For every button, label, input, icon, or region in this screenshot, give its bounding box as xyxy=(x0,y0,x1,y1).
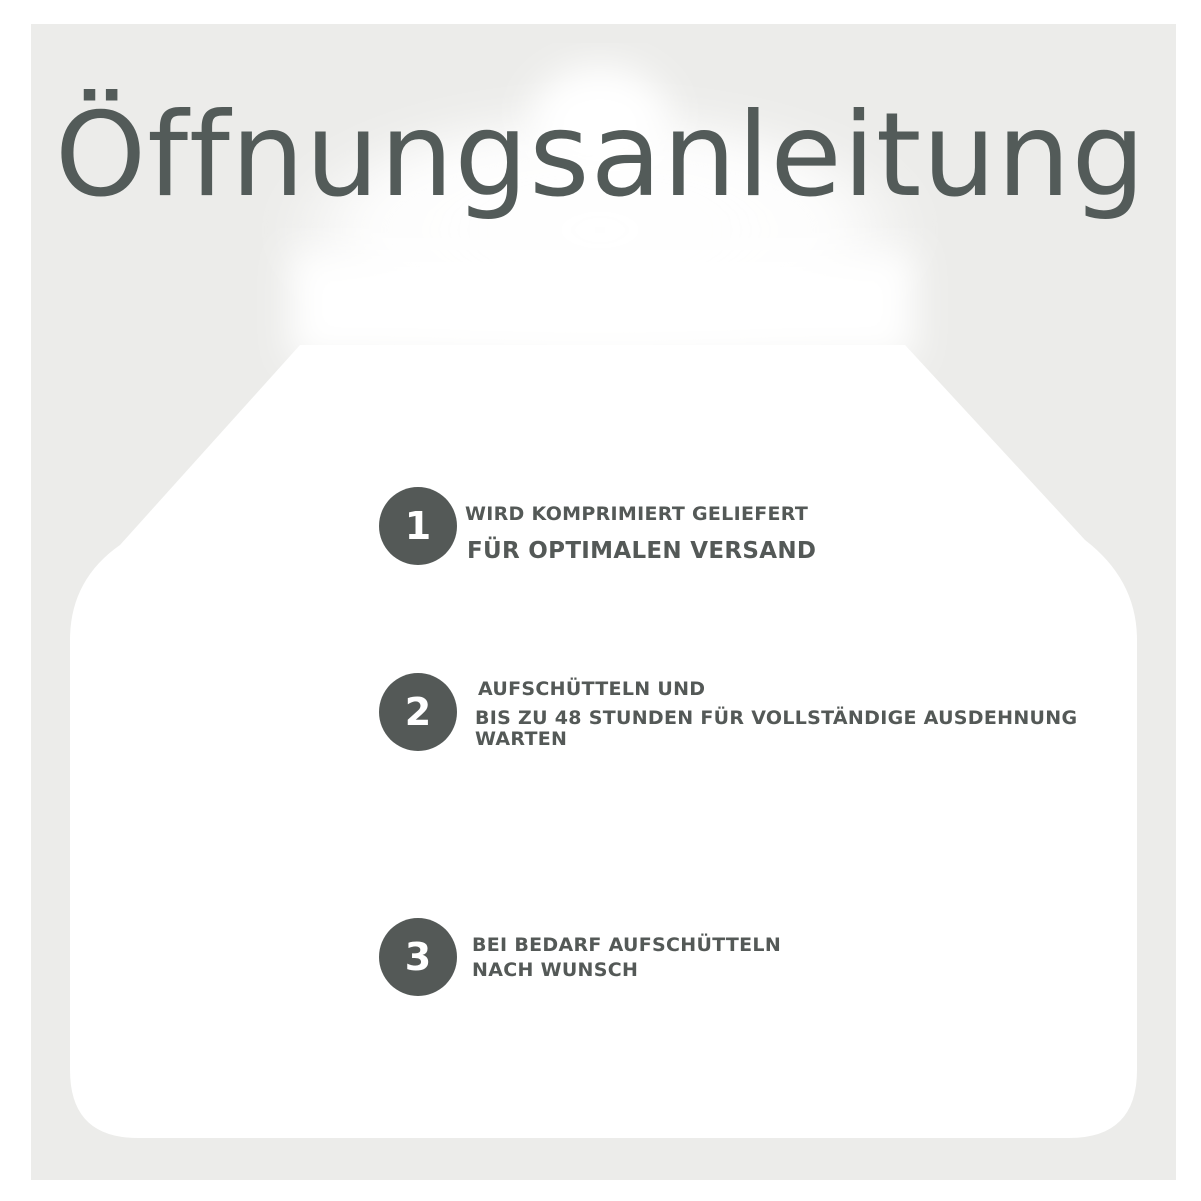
step-number-badge: 1 xyxy=(379,487,457,565)
step-1-line-2: FÜR OPTIMALEN VERSAND xyxy=(467,538,817,564)
step-1-line-1: WIRD KOMPRIMIERT GELIEFERT xyxy=(465,503,809,525)
step-3-line-1: BEI BEDARF AUFSCHÜTTELN xyxy=(472,934,782,956)
step-2-line-1: AUFSCHÜTTELN UND xyxy=(478,678,706,700)
page-title: Öffnungsanleitung xyxy=(54,88,1147,223)
pillow-body xyxy=(70,345,1137,1138)
step-number-badge: 3 xyxy=(379,918,457,996)
pillow-neck xyxy=(290,250,915,360)
step-number-badge: 2 xyxy=(379,673,457,751)
step-2-line-3: WARTEN xyxy=(475,728,568,750)
step-3-line-2: NACH WUNSCH xyxy=(472,959,639,981)
step-2-line-2: BIS ZU 48 STUNDEN FÜR VOLLSTÄNDIGE AUSDEHNUNG xyxy=(475,707,1078,729)
